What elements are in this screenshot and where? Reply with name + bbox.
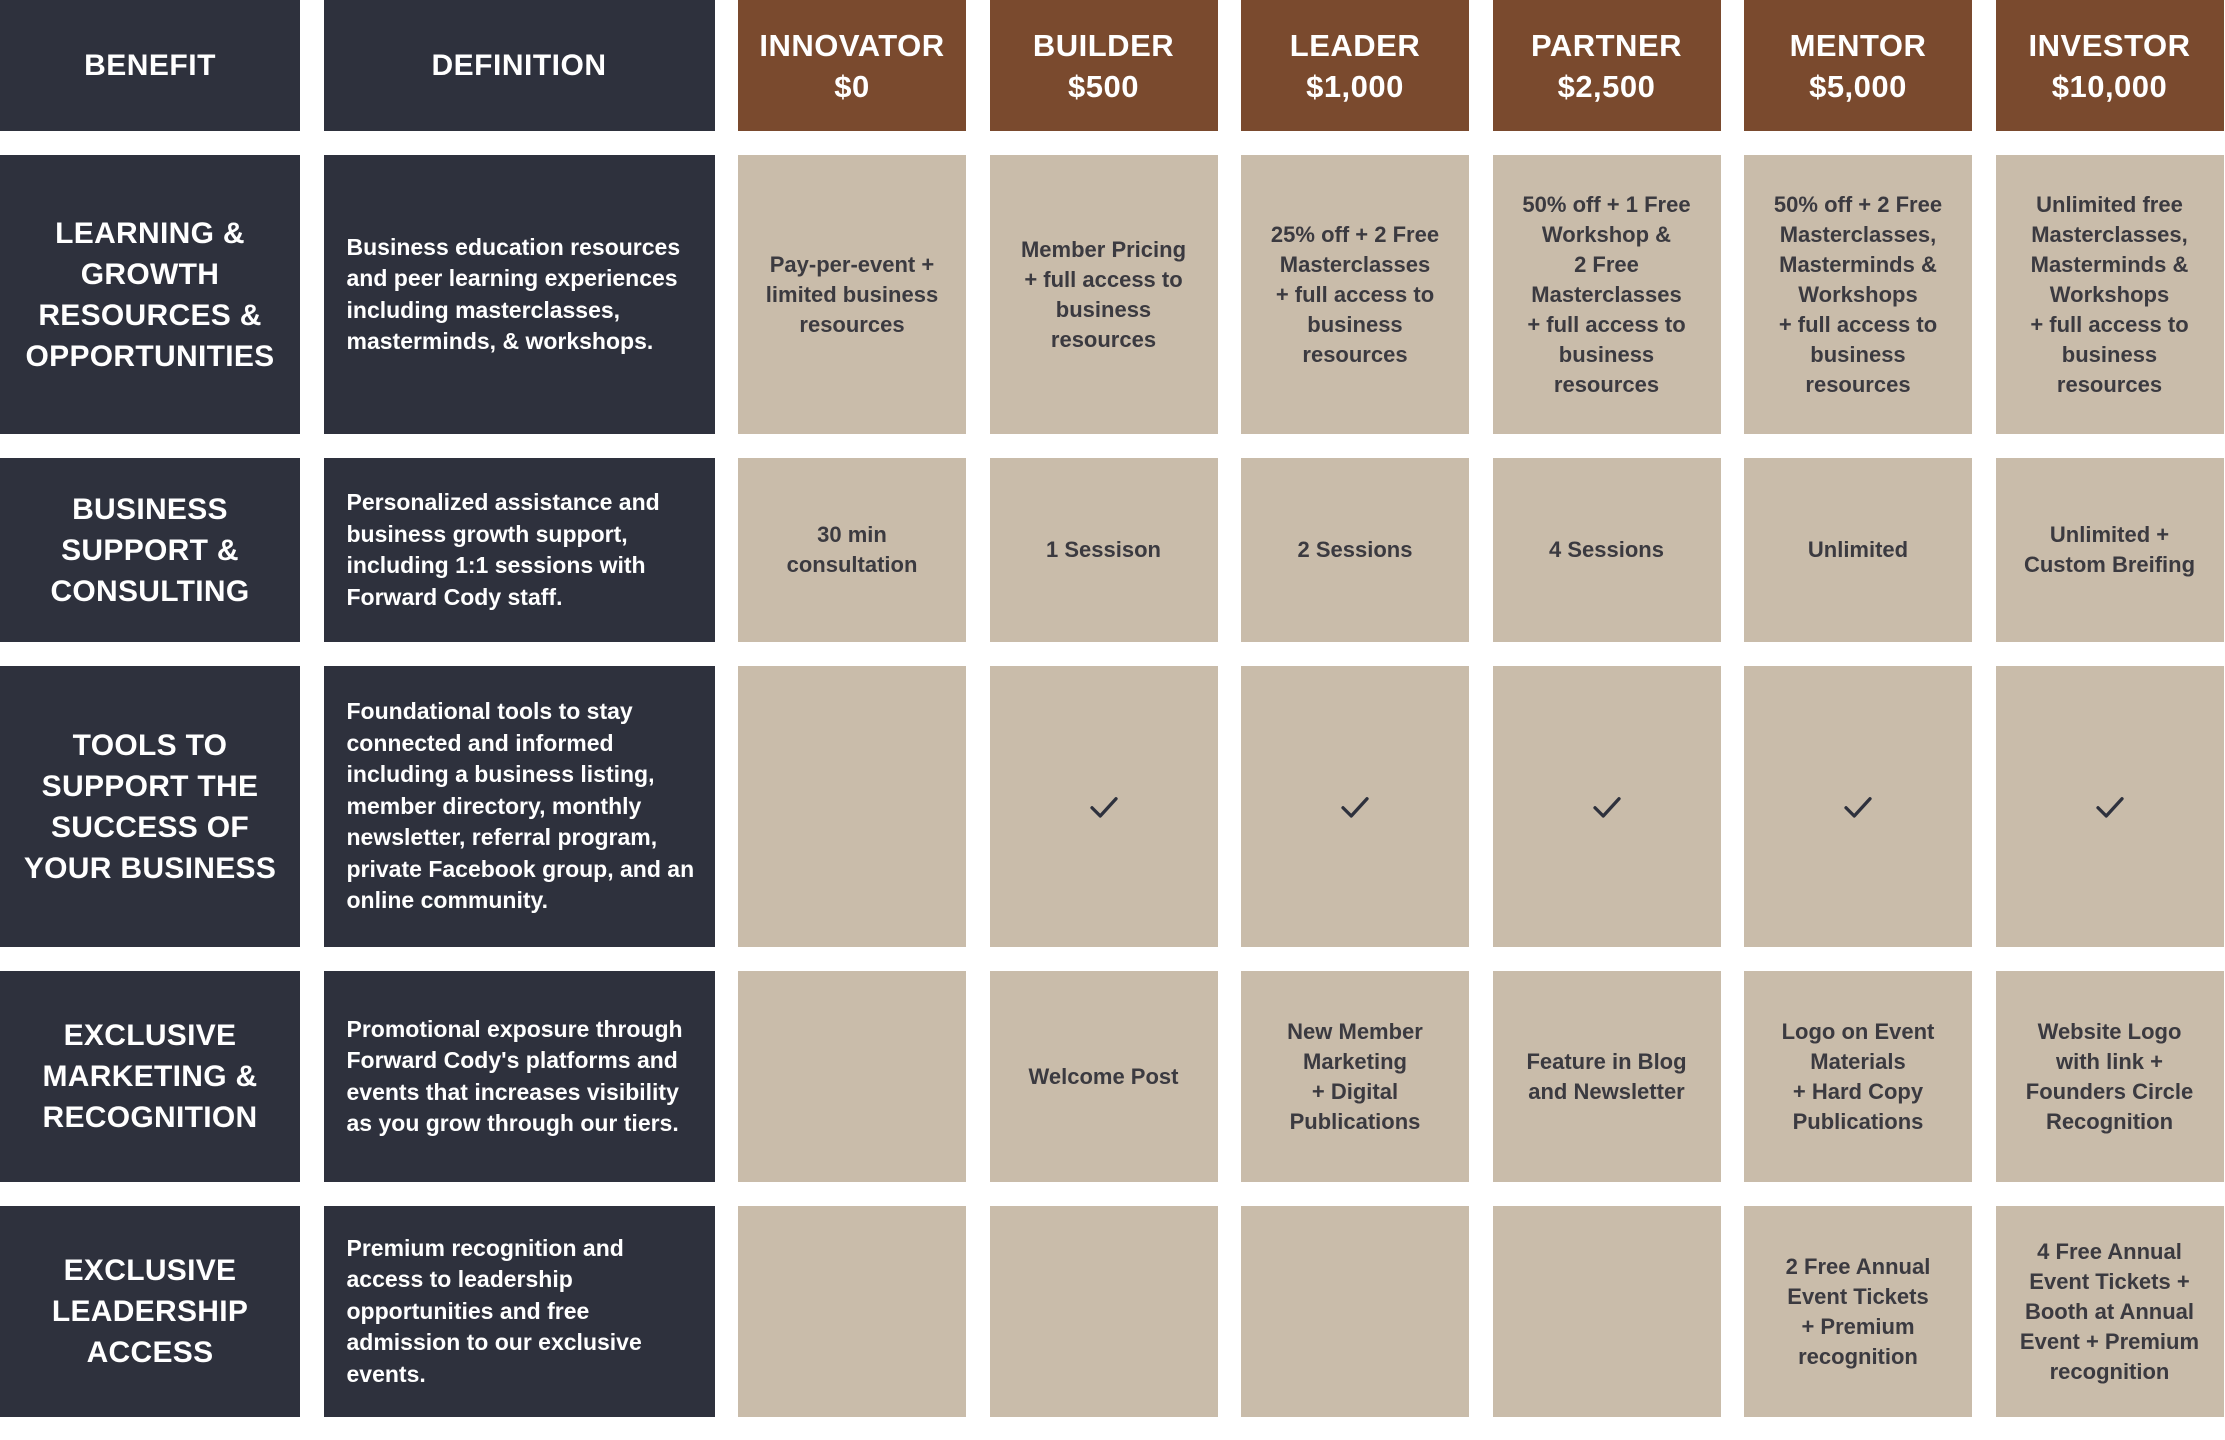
checkmark-icon [1589,789,1625,825]
tier-header-investor [1996,0,2224,131]
cell-business-support-leader: 2 Sessions [1241,458,1469,642]
checkmark-icon [1086,789,1122,825]
checkmark-icon [1840,789,1876,825]
tier-price: $10,000 [2051,68,2168,104]
tier-name: BUILDER [1032,27,1175,63]
tier-header-mentor [1744,0,1972,131]
cell-tools-investor [1996,666,2224,947]
cell-marketing-recognition-mentor: Logo on Event Materials + Hard Copy Publications [1744,971,1972,1182]
benefit-marketing-recognition: EXCLUSIVE MARKETING & RECOGNITION [0,971,300,1182]
tier-header-partner [1493,0,1721,131]
cell-business-support-mentor: Unlimited [1744,458,1972,642]
definition-tools: Foundational tools to stay connected and informed including a business listing, member directory, monthly newsletter, referral program, private Facebook group, and an online community. [324,666,715,947]
definition-marketing-recognition: Promotional exposure through Forward Cody's platforms and events that increases visibility as you grow through our tiers. [324,971,715,1182]
cell-leadership-access-leader [1241,1206,1469,1417]
cell-learning-growth-partner: 50% off + 1 Free Workshop & 2 Free Masterclasses + full access to business resources [1493,155,1721,434]
cell-business-support-builder: 1 Sessison [990,458,1218,642]
cell-learning-growth-investor: Unlimited free Masterclasses, Masterminds & Workshops + full access to business resources [1996,155,2224,434]
tier-price: $0 [834,68,870,104]
tier-header-builder [990,0,1218,131]
cell-marketing-recognition-builder: Welcome Post [990,971,1218,1182]
cell-leadership-access-partner [1493,1206,1721,1417]
cell-marketing-recognition-leader: New Member Marketing + Digital Publications [1241,971,1469,1182]
definition-business-support: Personalized assistance and business growth support, including 1:1 sessions with Forward Cody staff. [324,458,715,642]
tier-name: PARTNER [1530,27,1683,63]
cell-marketing-recognition-innovator [738,971,966,1182]
tier-price: $5,000 [1809,68,1907,104]
definition-learning-growth: Business education resources and peer learning experiences including masterclasses, masterminds, & workshops. [324,155,715,434]
benefit-business-support: BUSINESS SUPPORT & CONSULTING [0,458,300,642]
checkmark-icon [2092,789,2128,825]
cell-leadership-access-innovator [738,1206,966,1417]
cell-tools-innovator [738,666,966,947]
cell-leadership-access-builder [990,1206,1218,1417]
definition-leadership-access: Premium recognition and access to leadership opportunities and free admission to our exclusive events. [324,1206,715,1417]
tier-header-innovator [738,0,966,131]
cell-leadership-access-mentor: 2 Free Annual Event Tickets + Premium recognition [1744,1206,1972,1417]
cell-learning-growth-builder: Member Pricing + full access to business resources [990,155,1218,434]
cell-business-support-innovator: 30 min consultation [738,458,966,642]
cell-marketing-recognition-partner: Feature in Blog and Newsletter [1493,971,1721,1182]
cell-learning-growth-leader: 25% off + 2 Free Masterclasses + full access to business resources [1241,155,1469,434]
tier-price: $2,500 [1557,68,1656,104]
header-benefit: BENEFIT [0,0,300,131]
cell-tools-mentor [1744,666,1972,947]
tier-name: LEADER [1289,27,1421,63]
cell-leadership-access-investor: 4 Free Annual Event Tickets + Booth at Annual Event + Premium recognition [1996,1206,2224,1417]
header-definition: DEFINITION [324,0,715,131]
checkmark-icon [1337,789,1373,825]
cell-tools-builder [990,666,1218,947]
tier-name: INVESTOR [2028,27,2191,63]
tier-price: $500 [1068,68,1139,104]
cell-marketing-recognition-investor: Website Logo with link + Founders Circle Recognition [1996,971,2224,1182]
benefit-tools: TOOLS TO SUPPORT THE SUCCESS OF YOUR BUSINESS [0,666,300,947]
cell-tools-partner [1493,666,1721,947]
tier-header-leader [1241,0,1469,131]
cell-learning-growth-mentor: 50% off + 2 Free Masterclasses, Masterminds & Workshops + full access to business resources [1744,155,1972,434]
cell-business-support-investor: Unlimited + Custom Breifing [1996,458,2224,642]
cell-tools-leader [1241,666,1469,947]
tier-name: MENTOR [1789,27,1927,63]
tier-name: INNOVATOR [759,27,945,63]
tier-price: $1,000 [1306,68,1404,104]
cell-business-support-partner: 4 Sessions [1493,458,1721,642]
cell-learning-growth-innovator: Pay-per-event + limited business resources [738,155,966,434]
benefit-leadership-access: EXCLUSIVE LEADERSHIP ACCESS [0,1206,300,1417]
benefit-learning-growth: LEARNING & GROWTH RESOURCES & OPPORTUNITIES [0,155,300,434]
